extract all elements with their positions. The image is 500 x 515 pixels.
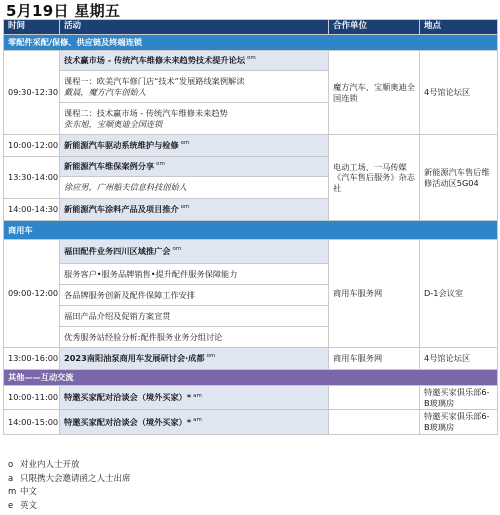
table-row [4,386,498,410]
language-tag: om [206,353,216,360]
activity-title: 2023南阳油泵商用车发展研讨会·成都 $^{om}$ [60,348,329,370]
venue-cell: 4号馆论坛区 [420,348,498,370]
table-row [4,348,498,370]
time-cell: 13:30-14:00 [4,157,60,199]
speaker: 张东旭，宝顺奥迪全国连锁 [64,118,163,129]
section-row [4,221,498,240]
legend-key: e [8,500,14,511]
legend-key: o [8,460,14,470]
header-venue: 地点 [420,20,498,35]
time-cell: 13:00-16:00 [4,348,60,370]
language-tag: om [180,204,190,211]
session-cell [60,71,329,103]
venue-cell: 特邀买家俱乐部6-B玻璃房 [420,410,498,434]
venue-cell: D-1会议室 [420,240,498,348]
activity-title: 特邀买家配对洽谈会（境外买家）* $^{am}$ [60,386,329,410]
speaker: 戴晨，魔方汽车创始人 [64,86,146,97]
legend-text: 英文 [20,500,38,511]
time-cell: 10:00-11:00 [4,386,60,410]
legend-key: a [8,473,14,484]
header-partner: 合作单位 [329,20,420,35]
section-title: 其他——互动交流 [4,370,498,386]
schedule-table [3,19,498,435]
list-item: 优秀服务站经验分析:配件服务业务分组讨论 [60,327,329,348]
legend-text: 只限携大会邀请函之人士出席 [20,473,131,484]
activity-title: 福田配件业务四川区域推广会 $^{om}$ [60,240,329,264]
activity-title: 新能源汽车涂料产品及项目推介 $^{om}$ [60,199,329,221]
session-title: 课程一：欧美汽车修门店“技术”发展路线案例解读 [64,75,245,86]
venue-cell: 特邀买家俱乐部6-B玻璃房 [420,386,498,410]
table-row [4,240,498,264]
list-item: 各品牌服务创新及配件保障工作安排 [60,285,329,306]
page-title: 5月19日 星期五 [6,2,121,20]
legend-item [8,473,131,487]
legend-text: 对业内人士开放 [20,460,80,470]
partner-cell [329,410,420,434]
speaker: 徐应男，广州船夫信息科技创始人 [60,177,329,199]
partner-cell: 商用车服务网 [329,240,420,348]
table-row [4,410,498,434]
legend [8,459,131,513]
legend-item [8,486,131,500]
section-row [4,35,498,51]
list-item: 服务客户•服务品牌销售•提升配件服务保障能力 [60,264,329,285]
session-cell [60,103,329,135]
legend-item [8,459,131,473]
language-tag: om [156,161,165,168]
legend-key: m [8,487,17,497]
activity-title: 新能源汽车驱动系统维护与检修 $^{om}$ [60,135,329,157]
list-item: 福田产品介绍及促销方案宣贯 [60,306,329,327]
language-tag: am [193,392,202,399]
section-title: 商用车 [4,221,498,240]
venue-cell: 4号馆论坛区 [420,51,498,135]
table-row [4,135,498,157]
partner-cell: 魔方汽车、宝顺奥迪全国连锁 [329,51,420,135]
section-row [4,370,498,386]
header-row [4,20,498,35]
language-tag: om [247,55,256,62]
time-cell: 14:00-14:30 [4,199,60,221]
legend-item [8,500,131,514]
activity-title: 特邀买家配对洽谈会（境外买家）* $^{am}$ [60,410,329,434]
time-cell: 09:30-12:30 [4,51,60,135]
activity-title: 新能源汽车维保案例分享 $^{om}$ [60,157,329,177]
activity-title: 技术赢市场 - 传统汽车维修未来趋势技术提升论坛 $^{om}$ [60,51,329,71]
session-title: 课程二：技术赢市场 - 传统汽车维修未来趋势 [64,107,228,118]
time-cell: 09:00-12:00 [4,240,60,348]
table-row [4,51,498,71]
partner-cell: 商用车服务网 [329,348,420,370]
section-title: 零配件采配/保修、供应链及终端连锁 [4,35,498,51]
partner-cell: 电动工场、一马传媒《汽车售后服务》杂志社 [329,135,420,221]
partner-cell [329,386,420,410]
language-tag: am [193,416,202,423]
header-time: 时间 [4,20,60,35]
time-cell: 10:00-12:00 [4,135,60,157]
time-cell: 14:00-15:00 [4,410,60,434]
venue-cell: 新能源汽车售后维修活动区5G04 [420,135,498,221]
legend-text: 中文 [20,487,38,497]
language-tag: om [180,140,190,147]
header-activity: 活动 [60,20,329,35]
language-tag: om [172,246,182,253]
